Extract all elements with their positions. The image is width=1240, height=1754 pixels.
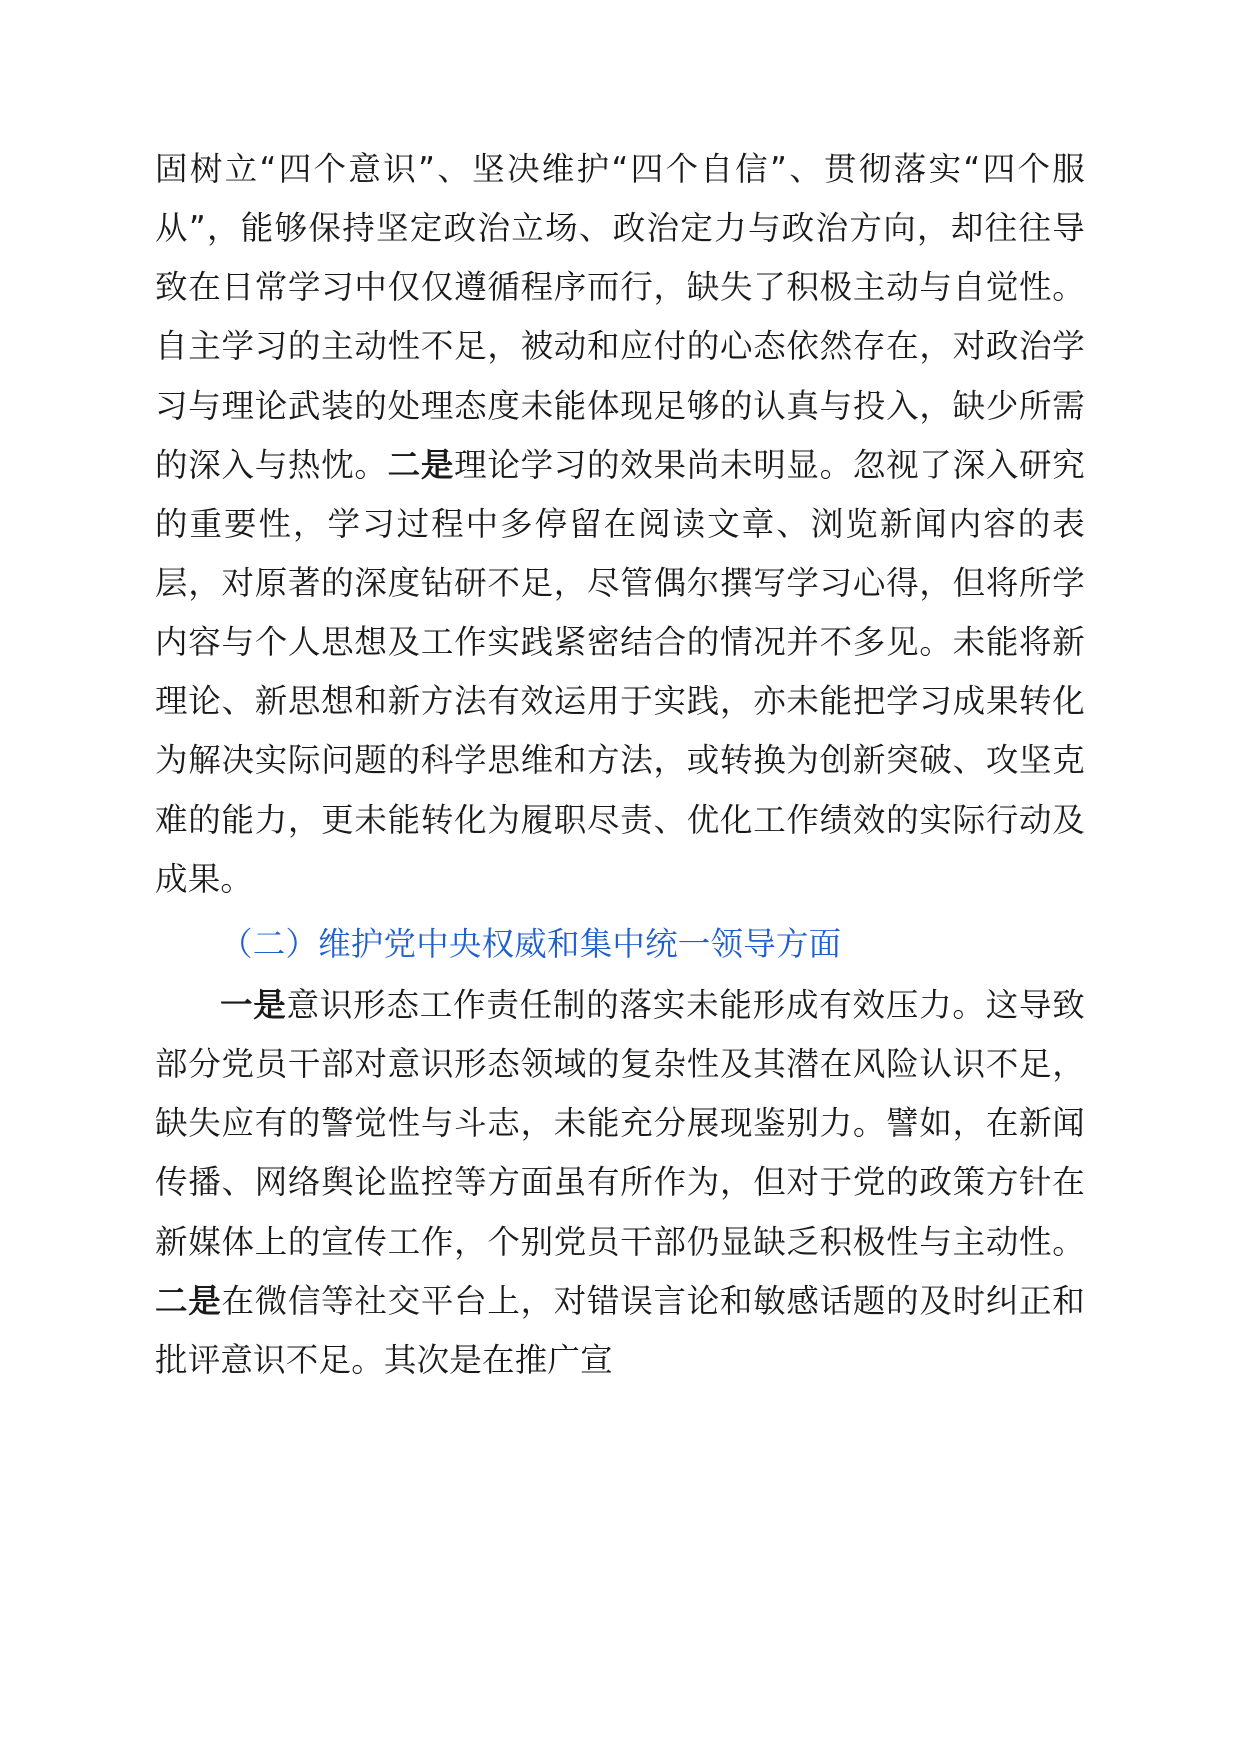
text-run: 固树立“四个意识”、坚决维护“四个自信”、贯彻落实“四个服从”，能够保持坚定政治立场、政治定力与政治方向，却往往导致在日常学习中仅仅遵循程序而行，缺失了积极主动与自觉性。自主学习的主动性不足，被动和应付的心态依然存在，对政治学习与理论武装的处理态度未能体现足够的认真与投入，缺少所需的深入与热忱。 bbox=[155, 150, 1085, 484]
paragraph-block-bottom bbox=[155, 976, 1085, 1390]
paragraph-block-top bbox=[155, 140, 1085, 909]
text-run: 意识形态工作责任制的落实未能形成有效压力。这导致部分党员干部对意识形态领域的复杂性及其潜在风险认识不足，缺失应有的警觉性与斗志，未能充分展现鉴别力。譬如，在新闻传播、网络舆论监控等方面虽有所作为，但对于党的政策方针在新媒体上的宣传工作，个别党员干部仍显缺乏积极性与主动性。 bbox=[155, 985, 1085, 1261]
document-body bbox=[155, 140, 1085, 1390]
paragraph bbox=[155, 976, 1085, 1390]
emphasis-run: 二是 bbox=[387, 445, 455, 484]
text-run: 理论学习的效果尚未明显。忽视了深入研究的重要性，学习过程中多停留在阅读文章、浏览新闻内容的表层，对原著的深度钻研不足，尽管偶尔撰写学习心得，但将所学内容与个人思想及工作实践紧密结合的情况并不多见。未能将新理论、新思想和新方法有效运用于实践，亦未能把学习成果转化为解决实际问题的科学思维和方法，或转换为创新突破、攻坚克难的能力，更未能转化为履职尽责、优化工作绩效的实际行动及成果。 bbox=[155, 445, 1085, 898]
emphasis-run: 二是 bbox=[155, 1281, 222, 1320]
emphasis-run: 一是 bbox=[220, 985, 287, 1024]
section-heading: （二）维护党中央权威和集中统一领导方面 bbox=[220, 924, 842, 963]
text-run: 在微信等社交平台上，对错误言论和敏感话题的及时纠正和批评意识不足。其次是在推广宣 bbox=[155, 1281, 1085, 1379]
paragraph bbox=[155, 140, 1085, 909]
